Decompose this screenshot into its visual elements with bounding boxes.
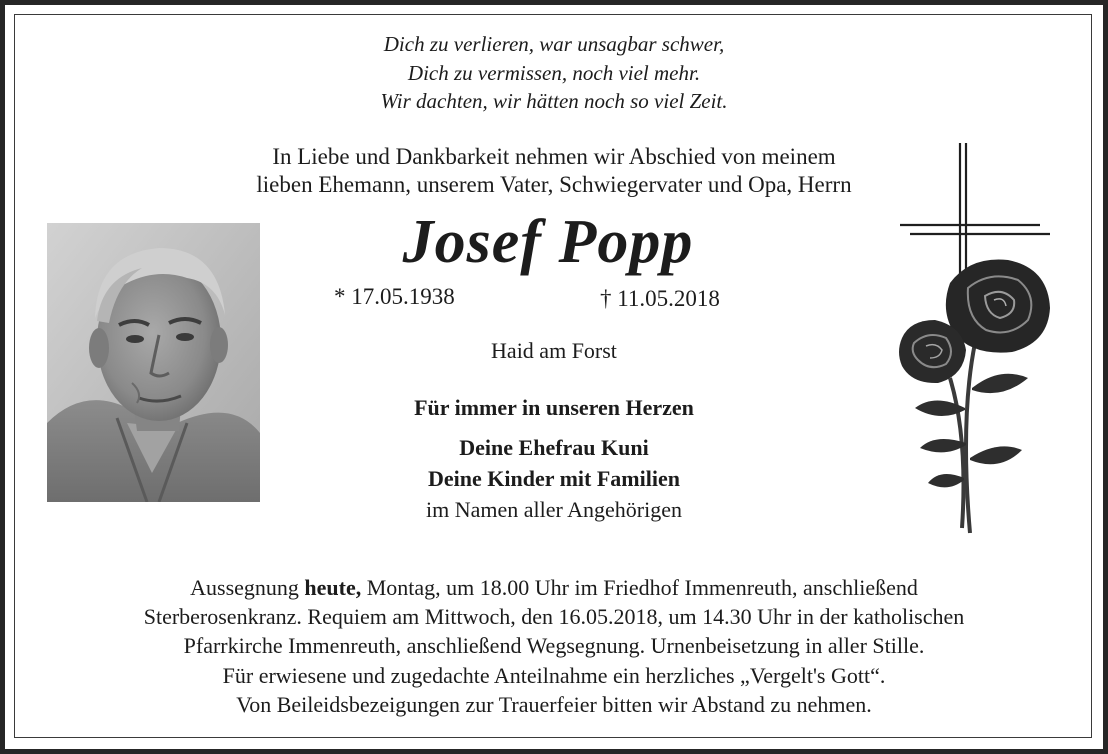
intro-line-2: lieben Ehemann, unserem Vater, Schwiegervater und Opa, Herrn: [256, 172, 852, 197]
poem-line-3: Wir dachten, wir hätten noch so viel Zeit.: [380, 89, 728, 113]
signatory-relatives: im Namen aller Angehörigen: [426, 497, 682, 522]
announcement-line-5: Von Beileidsbezeigungen zur Trauerfeier bitten wir Abstand zu nehmen.: [236, 691, 872, 717]
signatory-children: Deine Kinder mit Familien: [428, 466, 680, 491]
announcement-line-4: Für erwiesene und zugedachte Anteilnahme ein herzliches „Vergelt's Gott“.: [222, 662, 886, 688]
intro-line-1: In Liebe und Dankbarkeit nehmen wir Abschied von meinem: [272, 144, 836, 169]
motto: Für immer in unseren Herzen: [414, 395, 694, 420]
signatory-spouse: Deine Ehefrau Kuni: [459, 435, 649, 460]
birth-date: * 17.05.1938: [334, 284, 455, 309]
place-name: Haid am Forst: [491, 338, 617, 363]
poem-line-1: Dich zu verlieren, war unsagbar schwer,: [383, 32, 725, 56]
announcement-line-3: Pfarrkirche Immenreuth, anschließend Wegsegnung. Urnenbeisetzung in aller Stille.: [183, 633, 925, 659]
death-date: † 11.05.2018: [600, 286, 720, 311]
announcement: [0, 573, 1108, 719]
portrait-photo: [47, 223, 260, 502]
announcement-line-1-post: Montag, um 18.00 Uhr im Friedhof Immenreuth, anschließend: [361, 575, 918, 600]
poem-line-2: Dich zu vermissen, noch viel mehr.: [407, 60, 701, 85]
cross-roses-decoration: [890, 138, 1060, 538]
announcement-line-1: [0, 573, 1108, 602]
roses-icon: [899, 259, 1050, 533]
announcement-line-1-pre: Aussegnung: [190, 575, 305, 600]
announcement-line-2: Sterberosenkranz. Requiem am Mittwoch, den 16.05.2018, um 14.30 Uhr in der katholischen: [143, 604, 965, 630]
deceased-name: Josef Popp: [402, 208, 694, 276]
announcement-line-1-bold: heute,: [304, 575, 362, 600]
poem: [0, 30, 1108, 116]
